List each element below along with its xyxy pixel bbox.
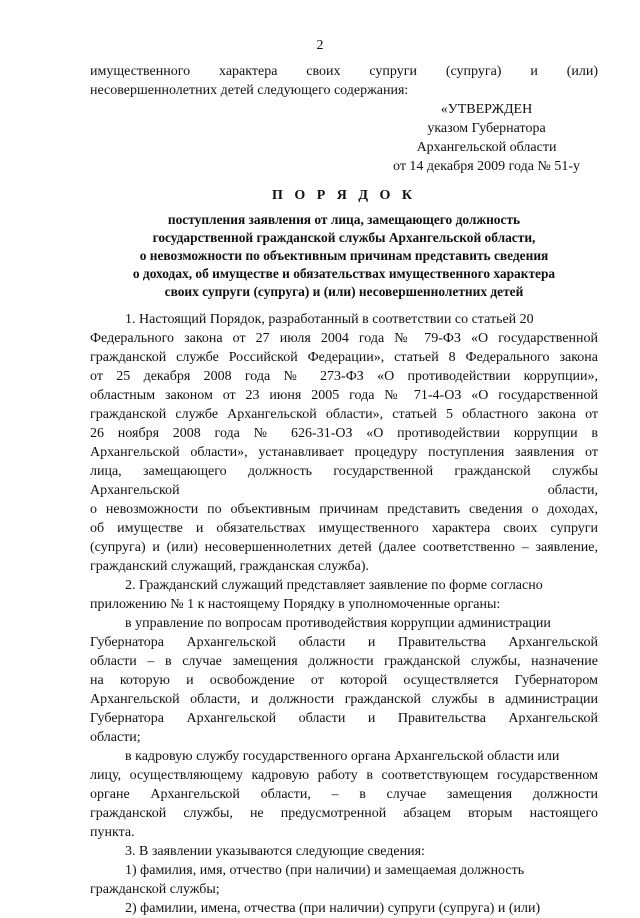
heading-line: о доходах, об имуществе и обязательствах имущественного характера bbox=[132, 266, 556, 281]
body-line: 1) фамилия, имя, отчество (при наличии) и замещаемая должность bbox=[125, 863, 525, 878]
intro-line: несовершеннолетних детей следующего содержания: bbox=[90, 83, 409, 98]
body-line: органе Архангельской области, – в случае замещения должности bbox=[90, 787, 598, 802]
body-line: области – в случае замещения должности гражданской службы, назначение bbox=[90, 654, 598, 669]
body-line: об имуществе и обязательствах имущественного характера своих супруги bbox=[90, 521, 598, 536]
body-line: в кадровую службу государственного органа Архангельской области или bbox=[125, 749, 560, 764]
heading-line: о невозможности по объективным причинам представить сведения bbox=[139, 248, 549, 263]
body-line: областным законом от 23 июня 2005 года № 71-4-ОЗ «О государственной bbox=[90, 388, 598, 403]
body-text bbox=[90, 310, 598, 918]
body-line: на которую и освобождение от которой осуществляется Губернатором bbox=[90, 673, 598, 688]
body-line: (супруга) и (или) несовершеннолетних детей (далее соответственно – заявление, bbox=[90, 540, 598, 555]
body-line: в управление по вопросам противодействия коррупции администрации bbox=[125, 616, 551, 631]
approval-line: «УТВЕРЖДЕН bbox=[440, 102, 533, 117]
body-line: 26 ноября 2008 года № 626-31-ОЗ «О противодействии коррупции в bbox=[90, 426, 598, 441]
body-line: Архангельской области, и должности гражданской службы в администрации bbox=[90, 692, 598, 707]
approval-line: указом Губернатора bbox=[427, 121, 546, 136]
body-line: приложению № 1 к настоящему Порядку в уполномоченные органы: bbox=[90, 597, 501, 612]
body-line: гражданской службе Российской Федерации», статьей 8 Федерального закона bbox=[90, 350, 598, 365]
page-number: 2 bbox=[316, 38, 324, 53]
body-line: 2) фамилии, имена, отчества (при наличии) супруги (супруга) и (или) bbox=[125, 901, 541, 916]
body-line: лицу, осуществляющему кадровую работу в соответствующем государственном bbox=[90, 768, 598, 783]
document-title: П О Р Я Д О К bbox=[271, 188, 417, 203]
heading-line: своих супруги (супруга) и (или) несовершеннолетних детей bbox=[164, 284, 524, 299]
body-line: гражданской службы, не предусмотренной абзацем вторым настоящего bbox=[90, 806, 598, 821]
body-line: области; bbox=[90, 730, 141, 745]
body-line: гражданский служащий, гражданская служба). bbox=[90, 559, 370, 574]
intro-line: имущественного характера своих супруги (супруга) и (или) bbox=[90, 64, 598, 79]
approval-line: Архангельской области bbox=[416, 140, 557, 155]
body-line: Архангельской области», устанавливает процедуру поступления заявления от bbox=[90, 445, 598, 460]
body-line: лица, замещающего должность государственной гражданской службы bbox=[90, 464, 598, 479]
body-line: 2. Гражданский служащий представляет заявление по форме согласно bbox=[125, 578, 543, 593]
body-line: о невозможности по объективным причинам представить сведения о доходах, bbox=[90, 502, 598, 517]
heading-line: государственной гражданской службы Архангельской области, bbox=[152, 230, 536, 245]
body-line: от 25 декабря 2008 года № 273-ФЗ «О противодействии коррупции», bbox=[90, 369, 598, 384]
body-line: Федерального закона от 27 июля 2004 года № 79-ФЗ «О государственной bbox=[90, 331, 598, 346]
document-body bbox=[90, 62, 598, 918]
body-line: Губернатора Архангельской области и Правительства Архангельской bbox=[90, 711, 598, 726]
heading-line: поступления заявления от лица, замещающего должность bbox=[167, 212, 521, 227]
approval-line: от 14 декабря 2009 года № 51-у bbox=[393, 159, 580, 174]
body-line: Архангельской области, bbox=[90, 483, 598, 498]
approval-stamp bbox=[375, 100, 598, 176]
body-line: 1. Настоящий Порядок, разработанный в соответствии со статьей 20 bbox=[125, 312, 534, 327]
body-line: 3. В заявлении указываются следующие сведения: bbox=[125, 844, 425, 859]
body-line: гражданской службы; bbox=[90, 882, 220, 897]
body-line: Губернатора Архангельской области и Правительства Архангельской bbox=[90, 635, 598, 650]
body-line: пункта. bbox=[90, 825, 135, 840]
body-line: гражданской службе Архангельской области», статьей 5 областного закона от bbox=[90, 407, 598, 422]
document-heading bbox=[90, 211, 598, 301]
